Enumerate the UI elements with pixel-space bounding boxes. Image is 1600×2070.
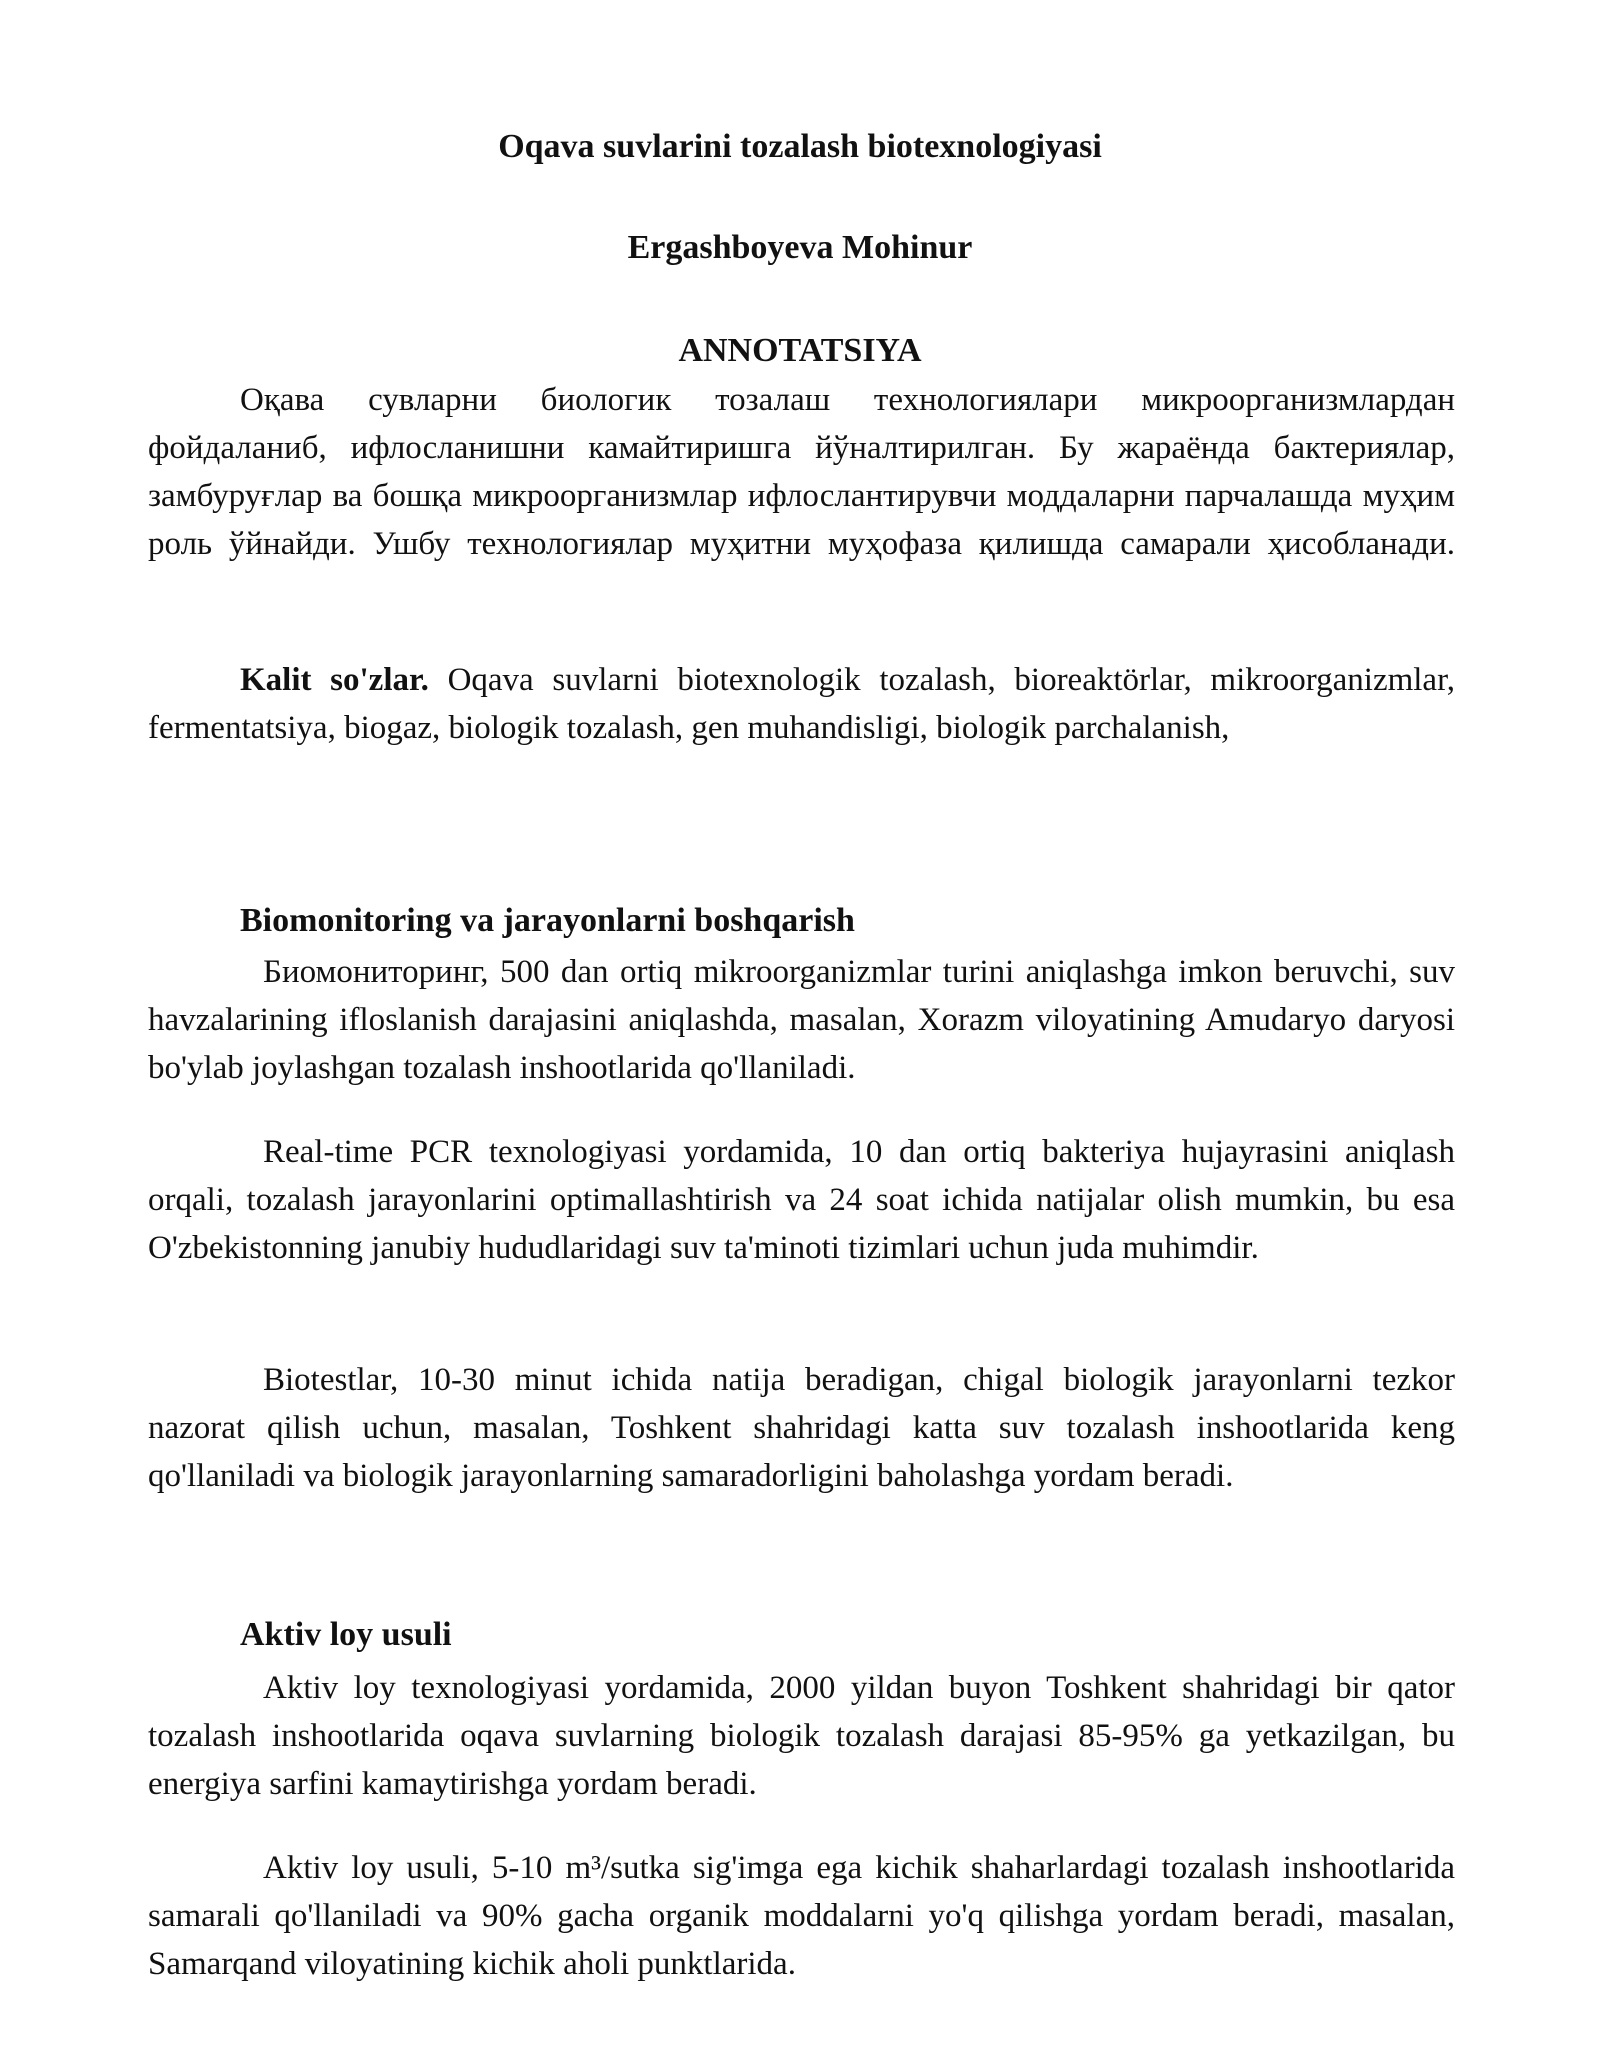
paragraph-text: Биомониторинг, 500 dan ortiq mikroorganizmlar turini aniqlashga imkon beruvchi, suv havzalarining ifloslanish darajasini aniqlashda, masalan, Xorazm viloyatining Amudaryo daryosi bo'ylab joylashgan tozalash inshootlarida qo'llaniladi. bbox=[148, 954, 1455, 1086]
annotation-heading: ANNOTATSIYA bbox=[678, 332, 922, 369]
annotation-paragraph bbox=[148, 376, 1455, 568]
paragraph-text: Biotestlar, 10-30 minut ichida natija beradigan, chigal biologik jarayonlarni tezkor nazorat qilish uchun, masalan, Toshkent shahridagi katta suv tozalash inshootlarida keng qo'llaniladi va biologik jarayonlarning samaradorligini baholashga yordam beradi. bbox=[148, 1362, 1455, 1494]
paragraph-text: Aktiv loy usuli, 5-10 m³/sutka sig'imga ega kichik shaharlardagi tozalash inshootlarida samarali qo'llaniladi va 90% gacha organik moddalarni yo'q qilishga yordam beradi, masalan, Samarqand viloyatining kichik aholi punktlarida. bbox=[148, 1850, 1455, 1982]
section-paragraph bbox=[148, 948, 1455, 1092]
section-paragraph bbox=[148, 1664, 1455, 1808]
section-heading-biomonitoring: Biomonitoring va jarayonlarni boshqarish bbox=[240, 902, 855, 939]
keywords-list: Oqava suvlarni biotexnologik tozalash, bioreaktörlar, mikroorganizmlar, fermentatsiya, biogaz, biologik tozalash, gen muhandisligi, biologik parchalanish, bbox=[148, 662, 1456, 746]
annotation-text: Оқава сувларни биологик тозалаш технологиялари микроорганизмлардан фойдаланиб, ифлосланишни камайтиришга йўналтирилган. Бу жараёнда бактериялар, замбуруғлар ва бошқа микроорганизмлар ифлослантирувчи моддаларни парчалашда муҳим роль ўйнайди. Ушбу технологиялар муҳитни муҳофаза қилишда самарали ҳисобланади. bbox=[148, 382, 1455, 562]
section-paragraph bbox=[148, 1128, 1455, 1272]
keywords-paragraph bbox=[148, 656, 1455, 752]
keywords-text bbox=[148, 656, 1455, 752]
section-paragraph bbox=[148, 1844, 1455, 1988]
paragraph-text: Aktiv loy texnologiyasi yordamida, 2000 yildan buyon Toshkent shahridagi bir qator tozalash inshootlarida oqava suvlarning biologik tozalash darajasi 85-95% ga yetkazilgan, bu energiya sarfini kamaytirishga yordam beradi. bbox=[148, 1670, 1455, 1802]
section-paragraph bbox=[148, 1356, 1455, 1500]
document-title: Oqava suvlarini tozalash biotexnologiyasi bbox=[498, 128, 1102, 165]
section-heading-aktiv-loy: Aktiv loy usuli bbox=[240, 1616, 452, 1653]
author-name: Ergashboyeva Mohinur bbox=[627, 229, 973, 266]
keywords-label: Kalit so'zlar. bbox=[240, 662, 429, 698]
paragraph-text: Real-time PCR texnologiyasi yordamida, 10 dan ortiq bakteriya hujayrasini aniqlash orqali, tozalash jarayonlarini optimallashtirish va 24 soat ichida natijalar olish mumkin, bu esa O'zbekistonning janubiy hududlaridagi suv ta'minoti tizimlari uchun juda muhimdir. bbox=[148, 1134, 1455, 1266]
